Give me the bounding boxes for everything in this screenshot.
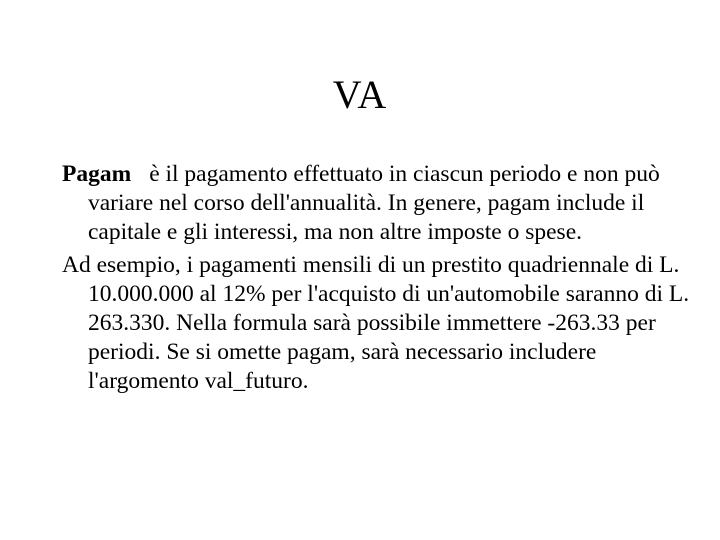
paragraph-text: Ad esempio, i pagamenti mensili di un prestito quadriennale di L. 10.000.000 al 12% per l'acquisto di un'automobile saranno di L. 263.330. Nella formula sarà possibile immettere -263.33 per periodi. Se si omette pagam, sarà necessario includere l'argomento val_futuro. bbox=[62, 252, 690, 394]
paragraph-example bbox=[62, 251, 692, 396]
term-keyword: Pagam bbox=[62, 161, 132, 187]
slide-body bbox=[62, 160, 692, 400]
paragraph-text: è il pagamento effettuato in ciascun periodo e non può variare nel corso dell'annualità. In genere, pagam include il capitale e gli interessi, ma non altre imposte o spese. bbox=[88, 161, 660, 245]
slide-title: VA bbox=[332, 72, 388, 117]
paragraph-pagam bbox=[62, 160, 692, 247]
